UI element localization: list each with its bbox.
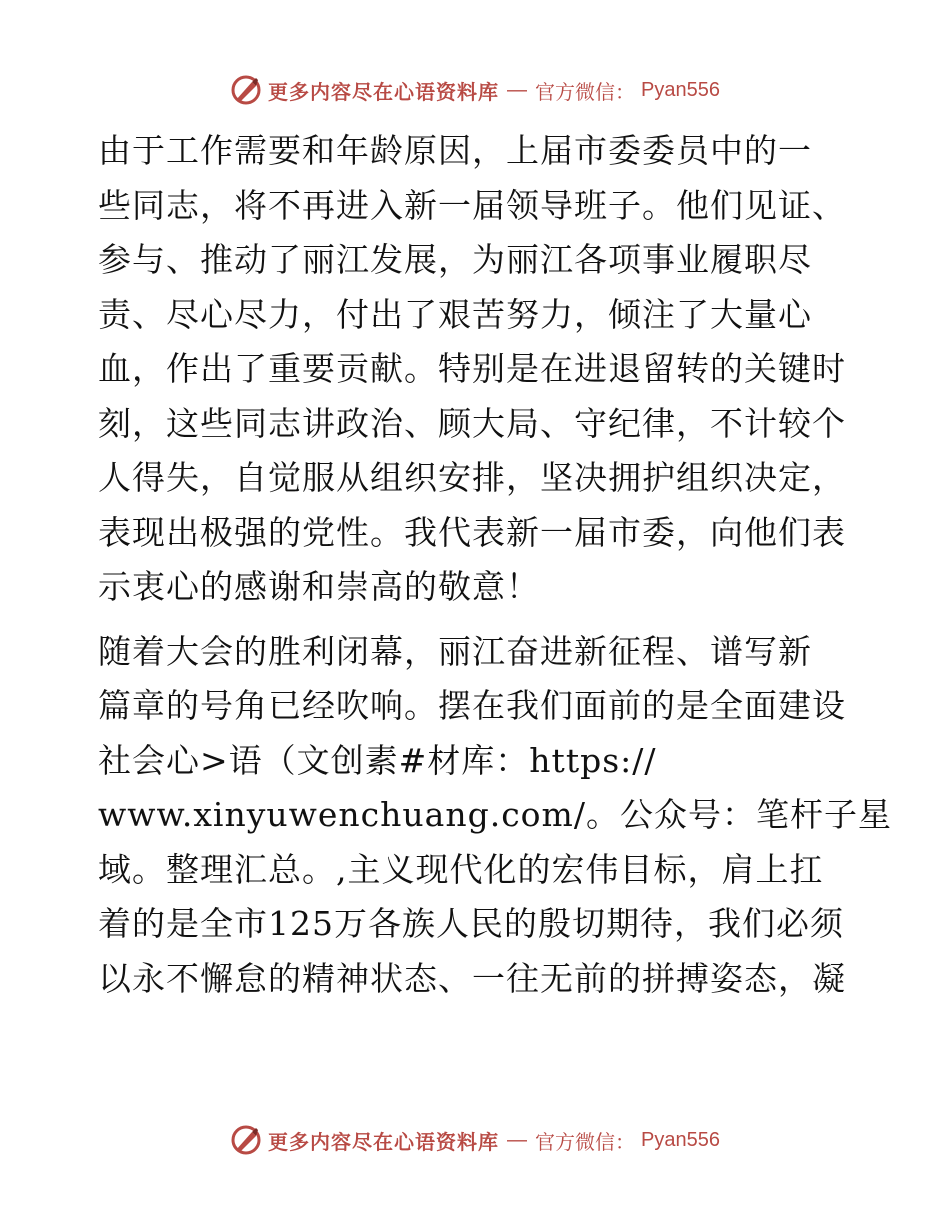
banner-wechat-label: 官方微信： bbox=[535, 79, 636, 104]
text-line: 参与、推动了丽江发展，为丽江各项事业履职尽 bbox=[98, 240, 812, 279]
text-line: www.xinyuwenchuang.com/。公众号：笔杆子星 bbox=[98, 795, 892, 834]
pen-logo-icon bbox=[230, 74, 262, 106]
text-line: 社会心>语（文创素#材库：https:// bbox=[98, 740, 657, 780]
text-line: 着的是全市125万各族人民的殷切期待，我们必须 bbox=[98, 904, 844, 943]
text-line: 由于工作需要和年龄原因，上届市委委员中的一 bbox=[98, 131, 812, 170]
text-line: 以永不懈怠的精神状态、一往无前的拼搏姿态，凝 bbox=[98, 958, 846, 998]
text-line: 刻，这些同志讲政治、顾大局、守纪律，不计较个 bbox=[98, 403, 846, 443]
text-line: 责、尽心尽力，付出了艰苦努力，倾注了大量心 bbox=[98, 294, 812, 334]
banner-wechat-label: 官方微信： bbox=[535, 1129, 636, 1154]
text-line: 域。整理汇总。,主义现代化的宏伟目标，肩上扛 bbox=[98, 849, 824, 889]
banner-wechat-id: Pyan556 bbox=[641, 1128, 720, 1151]
document-body bbox=[98, 124, 892, 1016]
text-line: 篇章的号角已经吹响。摆在我们面前的是全面建设 bbox=[98, 686, 846, 725]
banner-wechat-id: Pyan556 bbox=[641, 78, 720, 101]
paragraph-2 bbox=[98, 625, 892, 1007]
header-banner bbox=[0, 70, 950, 110]
text-line: 随着大会的胜利闭幕，丽江奋进新征程、谱写新 bbox=[98, 631, 812, 671]
banner-separator: — bbox=[507, 1128, 528, 1151]
text-line: 血，作出了重要贡献。特别是在进退留转的关键时 bbox=[98, 349, 846, 388]
banner-site-text: 更多内容尽在心语资料库 bbox=[268, 79, 500, 104]
text-line: 示衷心的感谢和崇高的敬意！ bbox=[98, 567, 540, 606]
paragraph-1 bbox=[98, 124, 858, 615]
banner-site-text: 更多内容尽在心语资料库 bbox=[268, 1129, 500, 1154]
text-line: 人得失，自觉服从组织安排，坚决拥护组织决定， bbox=[98, 458, 846, 497]
footer-banner bbox=[0, 1120, 950, 1160]
banner-separator: — bbox=[507, 78, 528, 101]
header-banner-content bbox=[230, 74, 720, 106]
text-line: 些同志，将不再进入新一届领导班子。他们见证、 bbox=[98, 185, 846, 225]
footer-banner-content bbox=[230, 1124, 720, 1156]
text-line: 表现出极强的党性。我代表新一届市委，向他们表 bbox=[98, 512, 846, 552]
pen-logo-icon bbox=[230, 1124, 262, 1156]
